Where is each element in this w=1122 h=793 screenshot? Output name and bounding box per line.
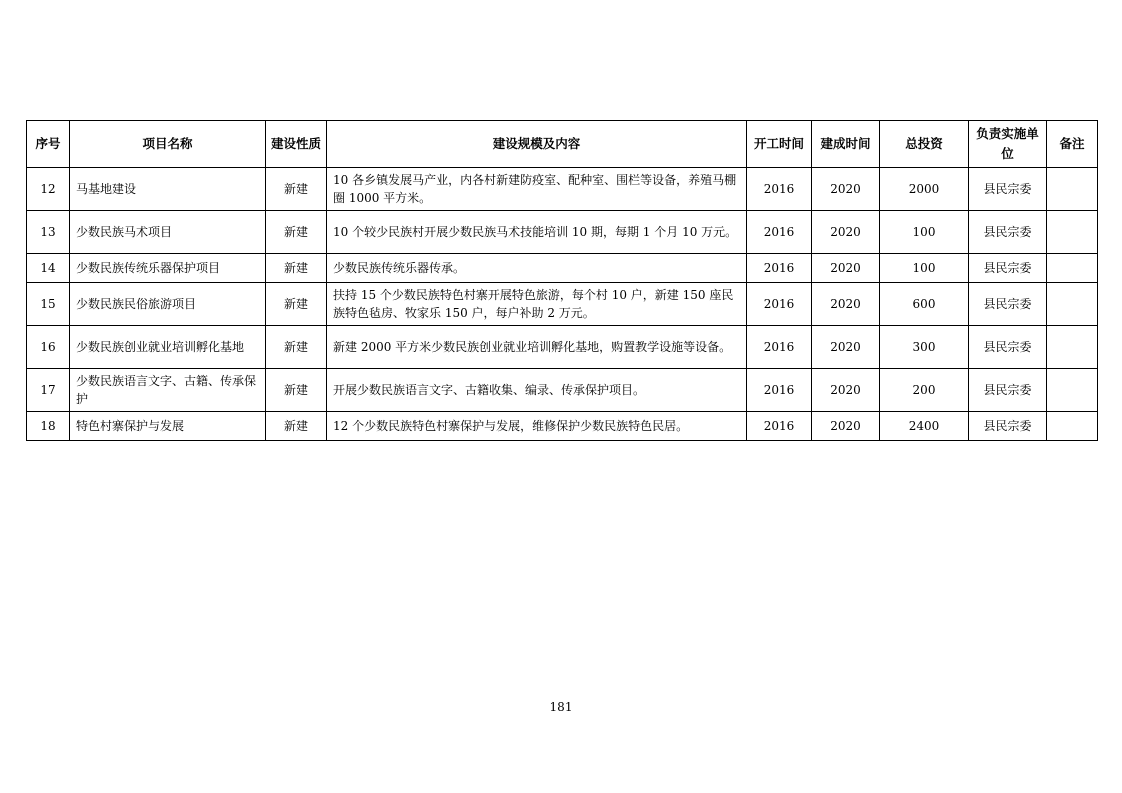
table-row (27, 211, 1098, 254)
cell-nature: 新建 (266, 326, 327, 369)
cell-name: 少数民族语言文字、古籍、传承保护 (70, 369, 266, 412)
cell-remarks (1047, 412, 1098, 441)
cell-nature: 新建 (266, 254, 327, 283)
header-row (27, 121, 1098, 168)
cell-investment: 300 (880, 326, 969, 369)
cell-nature: 新建 (266, 283, 327, 326)
cell-remarks (1047, 283, 1098, 326)
table-row (27, 254, 1098, 283)
cell-remarks (1047, 369, 1098, 412)
cell-nature: 新建 (266, 168, 327, 211)
cell-department: 县民宗委 (969, 369, 1047, 412)
cell-finish: 2020 (812, 283, 880, 326)
header-scale: 建设规模及内容 (327, 121, 747, 168)
cell-name: 马基地建设 (70, 168, 266, 211)
table-row (27, 283, 1098, 326)
cell-name: 少数民族创业就业培训孵化基地 (70, 326, 266, 369)
header-department: 负责实施单位 (969, 121, 1047, 168)
cell-nature: 新建 (266, 369, 327, 412)
cell-investment: 2000 (880, 168, 969, 211)
cell-name: 少数民族民俗旅游项目 (70, 283, 266, 326)
table-row (27, 168, 1098, 211)
cell-start: 2016 (747, 326, 812, 369)
cell-start: 2016 (747, 283, 812, 326)
cell-department: 县民宗委 (969, 168, 1047, 211)
cell-remarks (1047, 254, 1098, 283)
project-table (26, 120, 1098, 441)
cell-seq: 15 (27, 283, 70, 326)
cell-remarks (1047, 326, 1098, 369)
cell-remarks (1047, 211, 1098, 254)
table-row (27, 326, 1098, 369)
header-seq: 序号 (27, 121, 70, 168)
cell-start: 2016 (747, 369, 812, 412)
cell-scale: 开展少数民族语言文字、古籍收集、编录、传承保护项目。 (327, 369, 747, 412)
header-start: 开工时间 (747, 121, 812, 168)
cell-investment: 2400 (880, 412, 969, 441)
cell-name: 少数民族传统乐器保护项目 (70, 254, 266, 283)
cell-finish: 2020 (812, 412, 880, 441)
cell-nature: 新建 (266, 211, 327, 254)
cell-department: 县民宗委 (969, 326, 1047, 369)
header-remarks: 备注 (1047, 121, 1098, 168)
cell-seq: 13 (27, 211, 70, 254)
cell-finish: 2020 (812, 211, 880, 254)
cell-finish: 2020 (812, 168, 880, 211)
cell-seq: 18 (27, 412, 70, 441)
cell-finish: 2020 (812, 326, 880, 369)
page-number: 181 (549, 700, 573, 714)
table-row (27, 412, 1098, 441)
cell-department: 县民宗委 (969, 283, 1047, 326)
cell-seq: 12 (27, 168, 70, 211)
header-name: 项目名称 (70, 121, 266, 168)
cell-investment: 600 (880, 283, 969, 326)
cell-department: 县民宗委 (969, 254, 1047, 283)
header-finish: 建成时间 (812, 121, 880, 168)
cell-finish: 2020 (812, 369, 880, 412)
cell-scale: 扶持 15 个少数民族特色村寨开展特色旅游，每个村 10 户，新建 150 座民族特色毡房、牧家乐 150 户，每户补助 2 万元。 (327, 283, 747, 326)
cell-nature: 新建 (266, 412, 327, 441)
cell-finish: 2020 (812, 254, 880, 283)
cell-start: 2016 (747, 412, 812, 441)
cell-scale: 少数民族传统乐器传承。 (327, 254, 747, 283)
cell-name: 特色村寨保护与发展 (70, 412, 266, 441)
cell-scale: 10 个较少民族村开展少数民族马术技能培训 10 期，每期 1 个月 10 万元。 (327, 211, 747, 254)
cell-investment: 100 (880, 211, 969, 254)
cell-remarks (1047, 168, 1098, 211)
cell-name: 少数民族马术项目 (70, 211, 266, 254)
cell-start: 2016 (747, 211, 812, 254)
cell-investment: 200 (880, 369, 969, 412)
cell-department: 县民宗委 (969, 211, 1047, 254)
header-investment: 总投资 (880, 121, 969, 168)
cell-seq: 14 (27, 254, 70, 283)
cell-start: 2016 (747, 168, 812, 211)
cell-seq: 17 (27, 369, 70, 412)
table-row (27, 369, 1098, 412)
cell-department: 县民宗委 (969, 412, 1047, 441)
cell-scale: 12 个少数民族特色村寨保护与发展，维修保护少数民族特色民居。 (327, 412, 747, 441)
cell-scale: 新建 2000 平方米少数民族创业就业培训孵化基地，购置教学设施等设备。 (327, 326, 747, 369)
cell-start: 2016 (747, 254, 812, 283)
cell-seq: 16 (27, 326, 70, 369)
cell-investment: 100 (880, 254, 969, 283)
cell-scale: 10 各乡镇发展马产业，内各村新建防疫室、配种室、围栏等设备，养殖马棚圈 1000 平方米。 (327, 168, 747, 211)
header-nature: 建设性质 (266, 121, 327, 168)
